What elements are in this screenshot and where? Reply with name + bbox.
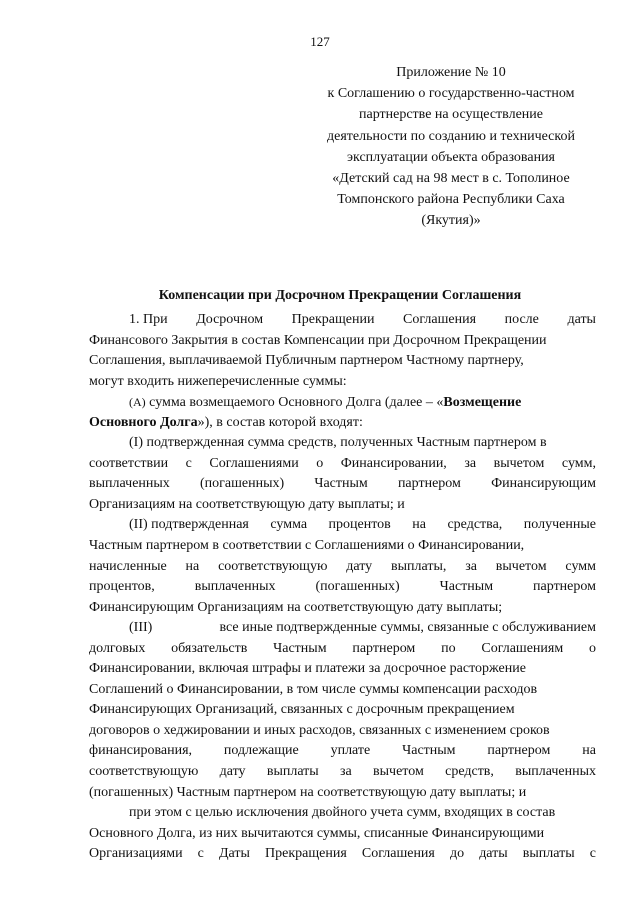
text-line: выплаченных (погашенных) Частным партнером Финансирующим [89, 476, 596, 492]
text-line: при этом с целью исключения двойного учета сумм, входящих в состав [129, 805, 556, 821]
text-line: начисленные на соответствующую дату выплаты, за вычетом сумм [89, 558, 596, 574]
text-line: Соглашения, выплачиваемой Публичным партнером Частному партнеру, [89, 353, 524, 369]
text-line: Финансировании, включая штрафы и платежи за досрочное расторжение [89, 661, 526, 677]
text-line: Частным партнером в соответствии с Соглашениями о Финансировании, [89, 538, 525, 554]
text-line: соответствии с Соглашениями о Финансировании, за вычетом сумм, [89, 455, 596, 471]
text-line: соответствующую дату выплаты за вычетом средств, выплаченных [89, 764, 596, 780]
text-line: процентов, выплаченных (погашенных) Частным партнером [89, 579, 596, 595]
text-line: Организациями с Даты Прекращения Соглашения до даты выплаты с [89, 846, 596, 862]
appendix-line: Томпонского района Республики Саха [337, 192, 565, 208]
appendix-line: «Детский сад на 98 мест в с. Тополиное [332, 171, 570, 187]
text-line: Организациям на соответствующую дату выплаты; и [89, 496, 405, 512]
text-line: (погашенных) Частным партнером на соответствующую дату выплаты; и [89, 784, 527, 800]
text-line: (I) подтвержденная сумма средств, полученных Частным партнером в [129, 435, 547, 451]
text-line: Основного Долга»), в состав которой входят: [89, 414, 363, 430]
text-line: могут входить нижеперечисленные суммы: [89, 373, 347, 389]
text-line: 1. При Досрочном Прекращении Соглашения после даты [129, 312, 596, 327]
body-text [89, 310, 596, 865]
section-title: Компенсации при Досрочном Прекращении Соглашения [158, 288, 522, 303]
text-line: финансирования, подлежащие уплате Частным партнером на [89, 743, 596, 759]
page-number: 127 [310, 34, 330, 49]
text-line: (А) сумма возмещаемого Основного Долга (далее – «Возмещение [129, 395, 522, 411]
appendix-line: Приложение № 10 [396, 65, 506, 80]
appendix-header [300, 62, 602, 232]
text-line: Финансирующим Организациям на соответствующую дату выплаты; [89, 599, 503, 615]
appendix-line: к Соглашению о государственно-частном [327, 86, 575, 102]
appendix-line: эксплуатации объекта образования [347, 149, 555, 165]
appendix-line: партнерстве на осуществление [358, 107, 543, 123]
text-line: долговых обязательств Частным партнером по Соглашениям о [89, 640, 596, 656]
text-line: Финансового Закрытия в состав Компенсации при Досрочном Прекращении [89, 332, 547, 348]
appendix-line: (Якутия)» [421, 213, 481, 229]
text-line: Основного Долга, из них вычитаются суммы, списанные Финансирующими [89, 825, 545, 841]
text-line: (III) все иные подтвержденные суммы, связанные с обслуживанием [129, 620, 596, 636]
text-line: договоров о хеджировании и иных расходов, связанных с изменением сроков [89, 722, 550, 738]
text-line: (II) подтвержденная сумма процентов на средства, полученные [129, 517, 596, 533]
appendix-line: деятельности по созданию и технической [327, 128, 575, 144]
text-line: Соглашений о Финансировании, в том числе суммы компенсации расходов [89, 681, 538, 697]
text-line: Финансирующих Организаций, связанных с досрочным прекращением [89, 702, 515, 718]
